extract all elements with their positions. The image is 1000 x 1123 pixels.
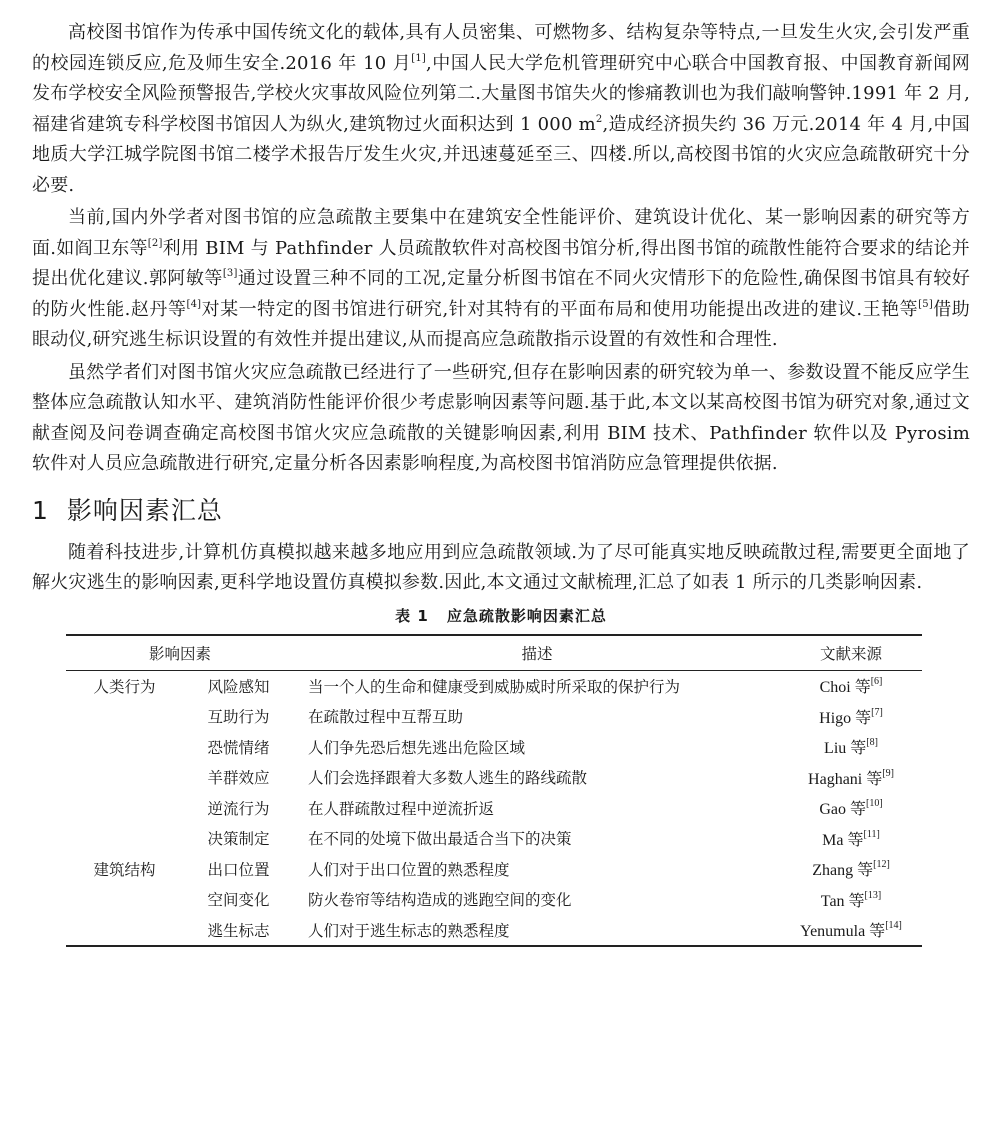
category-cell <box>66 915 183 947</box>
paragraph-intro-3: 虽然学者们对图书馆火灾应急疏散已经进行了一些研究,但存在影响因素的研究较为单一、参数设置不能反应学生整体应急疏散认知水平、建筑消防性能评价很少考虑影响因素等问题.基于此,本文以某高校图书馆为研究对象,通过文献查阅及问卷调查确定高校图书馆火灾应急疏散的关键影响因素,利用 BIM 技术、Pathfinder 软件以及 Pyrosim 软件对人员应急疏散进行研究,定量分析各因素影响程度,为高校图书馆消防应急管理提供依据. <box>32 361 970 474</box>
citation-mark: [7] <box>871 706 883 718</box>
section-number: 1 <box>32 495 49 525</box>
table-label: 表 1 <box>395 606 429 625</box>
category-cell <box>66 701 183 732</box>
factor-cell: 逃生标志 <box>183 915 294 947</box>
source-cell <box>780 915 922 947</box>
source-cell <box>780 823 922 854</box>
citation-mark: [2] <box>147 237 163 249</box>
table-title: 应急疏散影响因素汇总 <box>446 606 607 625</box>
description-cell: 人们对于出口位置的熟悉程度 <box>308 860 510 879</box>
header-factor: 影响因素 <box>66 635 294 671</box>
table-row <box>66 670 922 701</box>
citation-mark: [8] <box>866 737 878 749</box>
citation-mark: [6] <box>870 676 883 688</box>
citation-mark: [13] <box>864 889 882 901</box>
factor-cell: 互助行为 <box>207 708 270 727</box>
category-cell: 人类行为 <box>93 677 156 696</box>
section-title: 影响因素汇总 <box>66 495 223 525</box>
description-cell: 当一个人的生命和健康受到威胁威时所采取的保护行为 <box>308 677 681 696</box>
table-row <box>66 732 922 763</box>
category-cell <box>66 762 183 793</box>
source-author: Choi 等 <box>819 679 871 697</box>
source-author: Yenumula 等 <box>800 923 886 941</box>
table-row <box>66 823 922 854</box>
paragraph-text: 当前,国内外学者对图书馆的应急疏散主要集中在建筑安全性能评价、建筑设计优化、某一影响因素的研究等方面.如阎卫东等 <box>32 207 970 259</box>
table-header-row <box>66 635 922 671</box>
source-cell <box>780 670 922 701</box>
paragraph-text: ,中国人民大学危机管理研究中心联合中国教育报、中国教育新闻网发布学校安全风险预警报告,学校火灾事故风险位列第二.大量图书馆失火的惨痛教训也为我们敲响警钟.1991 年 2 月,福建省建筑专科学校图书馆因人为纵火,建筑物过火面积达到 1 000 m <box>32 52 970 135</box>
category-cell <box>66 823 183 854</box>
factor-cell: 空间变化 <box>207 891 270 910</box>
paragraph-text: ,造成经济损失约 36 万元.2014 年 4 月,中国地质大学江城学院图书馆二楼学术报告厅发生火灾,并迅速蔓延至三、四楼.所以,高校图书馆的火灾应急疏散研究十分必要. <box>32 113 970 196</box>
section-heading <box>32 494 970 528</box>
table-row <box>66 793 922 824</box>
paragraph-intro-2 <box>32 203 970 356</box>
paragraph-text: 借助眼动仪,研究逃生标识设置的有效性并提出建议,从而提高应急疏散指示设置的有效性和合理性. <box>32 298 970 350</box>
source-author: Ma 等 <box>822 831 864 849</box>
paragraph-text: 对某一特定的图书馆进行研究,针对其特有的平面布局和使用功能提出改进的建议.王艳等 <box>201 298 919 320</box>
paragraph-text: 通过设置三种不同的工况,定量分析图书馆在不同火灾情形下的危险性,确保图书馆具有较好的防火性能.赵丹等 <box>32 268 971 320</box>
factors-table <box>66 634 922 948</box>
factor-cell: 逆流行为 <box>207 799 270 818</box>
factor-cell: 恐慌情绪 <box>207 738 270 757</box>
superscript-2: 2 <box>595 113 603 125</box>
source-cell <box>780 854 922 885</box>
paragraph-intro-1 <box>32 18 970 201</box>
citation-mark: [9] <box>882 767 894 779</box>
table-row <box>66 854 922 885</box>
source-cell <box>780 762 922 793</box>
factor-cell: 风险感知 <box>207 677 270 696</box>
paper-page <box>32 18 970 947</box>
table-row <box>66 762 922 793</box>
category-cell <box>66 732 183 763</box>
source-author: Gao 等 <box>819 801 866 819</box>
header-source: 文献来源 <box>780 635 922 671</box>
description-cell: 在不同的处境下做出最适合当下的决策 <box>308 830 572 849</box>
description-cell: 人们会选择跟着大多数人逃生的路线疏散 <box>308 769 588 788</box>
description-cell: 在人群疏散过程中逆流折返 <box>308 799 495 818</box>
citation-mark: [10] <box>866 798 883 810</box>
description-cell: 人们争先恐后想先逃出危险区域 <box>308 738 526 757</box>
source-author: Liu 等 <box>824 740 867 758</box>
source-cell <box>780 793 922 824</box>
citation-mark: [4] <box>186 298 202 310</box>
table-row <box>66 915 922 947</box>
source-author: Higo 等 <box>819 709 872 727</box>
table-row <box>66 701 922 732</box>
description-cell: 在疏散过程中互帮互助 <box>308 708 464 727</box>
source-cell <box>780 732 922 763</box>
table-body <box>66 670 922 946</box>
category-cell <box>66 884 183 915</box>
description-cell: 人们对于逃生标志的熟悉程度 <box>294 915 780 947</box>
source-author: Zhang 等 <box>812 862 874 880</box>
source-cell <box>780 884 922 915</box>
citation-mark: [12] <box>873 859 890 871</box>
description-cell: 防火卷帘等结构造成的逃跑空间的变化 <box>308 891 572 910</box>
factor-cell: 羊群效应 <box>207 769 270 788</box>
source-author: Haghani 等 <box>808 770 883 788</box>
paragraph-text: 高校图书馆作为传承中国传统文化的载体,具有人员密集、可燃物多、结构复杂等特点,一旦发生火灾,会引发严重的校园连锁反应,危及师生安全.2016 年 10 月 <box>32 22 970 74</box>
category-cell <box>66 793 183 824</box>
factor-cell: 决策制定 <box>207 830 270 849</box>
table-caption <box>32 605 970 626</box>
citation-mark: [3] <box>222 268 238 279</box>
paragraph-text: 利用 BIM 与 Pathfinder 人员疏散软件对高校图书馆分析,得出图书馆的疏散性能符合要求的结论并提出优化建议.郭阿敏等 <box>32 237 971 289</box>
citation-mark: [5] <box>918 298 933 310</box>
citation-mark: [11] <box>863 828 880 840</box>
category-cell: 建筑结构 <box>93 860 156 879</box>
citation-mark: [14] <box>885 920 902 932</box>
citation-mark: [1] <box>411 52 427 64</box>
table-row <box>66 884 922 915</box>
source-author: Tan 等 <box>820 892 865 910</box>
paragraph-section-1: 随着科技进步,计算机仿真模拟越来越多地应用到应急疏散领域.为了尽可能真实地反映疏散过程,需要更全面地了解火灾逃生的影响因素,更科学地设置仿真模拟参数.因此,本文通过文献梳理,汇总了如表 1 所示的几类影响因素. <box>32 541 970 593</box>
header-description: 描述 <box>294 635 780 671</box>
source-cell <box>780 701 922 732</box>
factor-cell: 出口位置 <box>207 860 270 879</box>
